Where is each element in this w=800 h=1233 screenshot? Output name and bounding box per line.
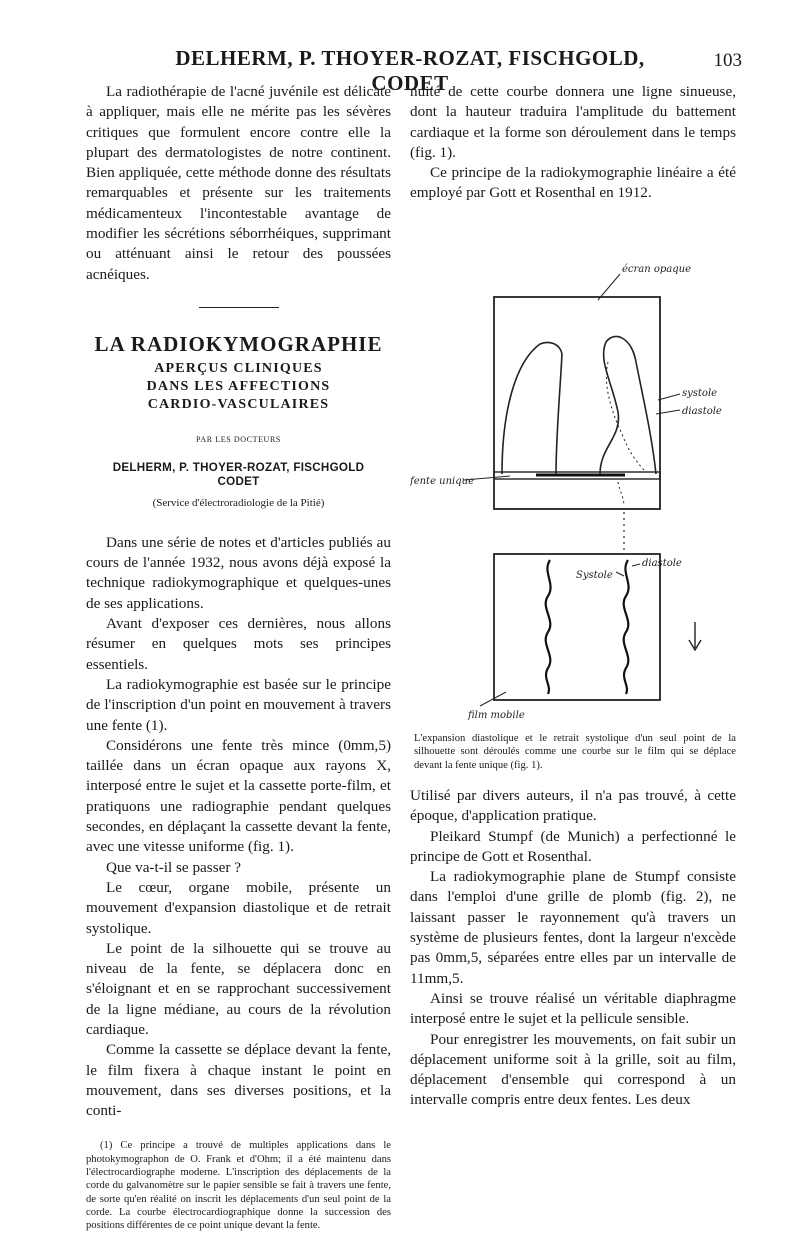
authors-line-2: CODET xyxy=(217,474,260,488)
body-paragraph: nuité de cette courbe donnera une ligne sinueuse, dont la hauteur traduira l'amplitude du battement cardiaque et la forme son déroulement dans le temps (fig. 1). xyxy=(410,83,736,161)
body-paragraph: Ce principe de la radiokymographie linéaire a été employé par Gott et Rosenthal en 1912. xyxy=(410,164,736,202)
figure-caption-text: L'expansion diastolique et le retrait systolique d'un seul point de la silhouette sont déroulés comme une courbe sur le film qui se déplace devant la fente unique (fig. 1). xyxy=(414,732,736,771)
body-paragraph: Avant d'exposer ces dernières, nous allons résumer en quelques mots ses principes essentiels. xyxy=(86,615,391,673)
leader-film xyxy=(480,692,506,706)
footnote xyxy=(86,1139,391,1232)
screen-frame xyxy=(494,297,660,509)
intro-paragraph: La radiothérapie de l'acné juvénile est délicate à appliquer, mais elle ne mérite pas les sévères critiques que formulent encore contre elle la plupart des dermatologistes de notre continent. Bien appliquée, cette méthode donne des résultats remarquables et présente sur les traitements médicamenteux l'incontestable avantage de modifier les sécrétions séborrhéiques, supprimant ou atténuant ainsi le retour des poussées acnéiques. xyxy=(86,83,391,283)
body-paragraph: Pleikard Stumpf (de Munich) a perfectionné le principe de Gott et Rosenthal. xyxy=(410,827,736,865)
by-line: PAR LES DOCTEURS xyxy=(196,435,281,445)
label-ecran: écran opaque xyxy=(622,263,692,275)
heart-left-lobe xyxy=(502,342,562,474)
page-number: 103 xyxy=(713,50,742,71)
body-paragraph: Le cœur, organe mobile, présente un mouvement d'expansion diastolique et de retrait systolique. xyxy=(86,878,391,937)
section-divider xyxy=(199,307,279,308)
label-diastole-film: diastole xyxy=(642,557,682,569)
label-systole-film: Systole xyxy=(576,569,613,581)
figure-1 xyxy=(410,222,736,726)
article-subtitle-3: CARDIO-VASCULAIRES xyxy=(147,397,330,413)
slit-projection xyxy=(618,482,624,506)
left-column xyxy=(86,82,391,1233)
article-title: LA RADIOKYMOGRAPHIE xyxy=(94,331,383,356)
body-paragraph: Comme la cassette se déplace devant la fente, le film fixera à chaque instant le point en mouvement, dans ses diverses positions, et la conti- xyxy=(86,1041,391,1120)
service-affiliation: (Service d'électroradiologie de la Pitié) xyxy=(152,496,325,509)
body-paragraph: Le point de la silhouette qui se trouve au niveau de la fente, se déplacera donc en s'éloignant et en se rapprochant successivement de la ligne médiane, au cours de la révolution cardiaque. xyxy=(86,939,391,1038)
leader-systole-film xyxy=(616,572,624,576)
body-paragraph: Considérons une fente très mince (0mm,5) taillée dans un écran opaque aux rayons X, interposé entre le sujet et la cassette porte-film, et pratiquons une radiographie pendant quelques secondes, en déplaçant la cassette devant la fente, avec une vitesse uniforme (fig. 1). xyxy=(86,736,391,856)
kymogram-left-curve xyxy=(546,560,551,694)
footnote-text: (1) Ce principe a trouvé de multiples applications dans le photokymographon de O. Frank et d'Ohm; il a été maintenu dans l'électrocardiographe moderne. L'inscription des déplacements de la corde du galvanomètre sur le papier sensible se fait à travers une fente, de sorte qu'en réalité on inscrit les déplacements d'un seul point de la corde. La courbe électrocardiographique donne la succession des positions différentes de ce point unique devant la fente. xyxy=(86,1140,391,1232)
authors-line-1: DELHERM, P. THOYER-ROZAT, FISCHGOLD xyxy=(112,460,365,474)
label-film: film mobile xyxy=(468,709,525,721)
leader-systole xyxy=(658,394,680,400)
article-subtitle-2: DANS LES AFFECTIONS xyxy=(146,379,331,395)
leader-diastole-film xyxy=(632,564,640,566)
heart-right-lobe xyxy=(600,336,656,474)
figure-1-drawing xyxy=(410,222,736,726)
body-paragraph: Utilisé par divers auteurs, il n'a pas trouvé, à cette époque, d'application pratique. xyxy=(410,787,736,825)
body-paragraph: La radiokymographie plane de Stumpf consiste dans l'emploi d'une grille de plomb (fig. 2), ne laissant passer le rayonnement qu'à travers un système de plusieurs fentes, dont la largeur n'excède pas 0mm,5, séparées entre elles par un intervalle de 11mm,5. xyxy=(410,868,736,987)
running-title: DELHERM, P. THOYER-ROZAT, FISCHGOLD, CODET xyxy=(175,46,645,95)
body-paragraph: Ainsi se trouve réalisé un véritable diaphragme interposé entre le sujet et la pellicule sensible. xyxy=(410,989,736,1028)
label-diastole-top: diastole xyxy=(682,405,722,417)
figure-caption xyxy=(410,732,736,772)
label-systole-top: systole xyxy=(682,387,718,399)
body-paragraph: Que va-t-il se passer ? xyxy=(106,858,241,876)
body-paragraph: Pour enregistrer les mouvements, on fait subir un déplacement uniforme soit à la grille, soit au film, déplacement d'ensemble qui correspond à un intervalle compris entre deux fentes. Les deux xyxy=(410,1030,736,1109)
body-paragraph: Dans une série de notes et d'articles publiés au cours de l'année 1932, nous avons déjà exposé la technique radiokymographique et quelques-unes de ses applications. xyxy=(86,533,391,612)
label-fente: fente unique xyxy=(410,475,475,487)
article-subtitle-1: APERÇUS CLINIQUES xyxy=(154,361,323,377)
body-paragraph: La radiokymographie est basée sur le principe de l'inscription d'un point en mouvement à travers une fente (1). xyxy=(86,675,391,734)
right-column xyxy=(410,82,736,1111)
kymogram-right-curve xyxy=(624,560,629,694)
